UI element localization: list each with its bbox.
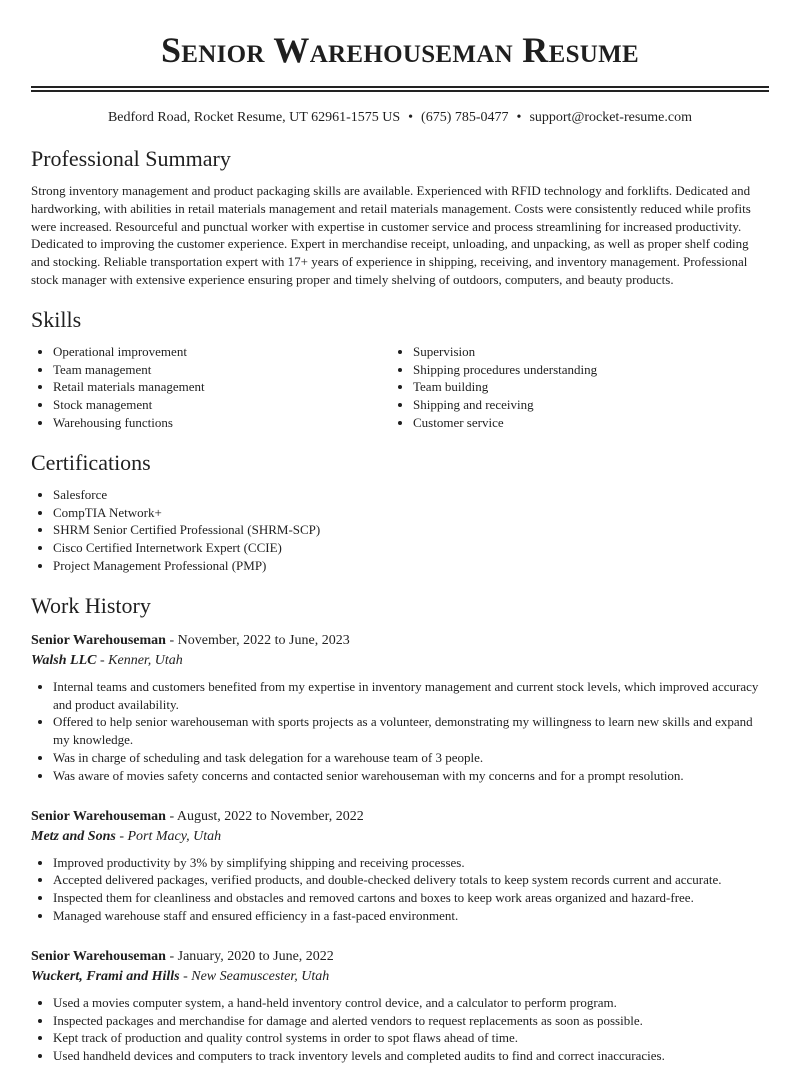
job-bullet: • Used handheld devices and computers to track inventory levels and completed audits to find and correct inaccuracies. [53, 1047, 769, 1065]
job-employer [31, 651, 769, 671]
job-entry [31, 807, 769, 925]
title-divider [31, 86, 769, 92]
job-employer [31, 967, 769, 987]
resume-title: Senior Warehouseman Resume [160, 30, 640, 70]
job-bullet: • Was in charge of scheduling and task delegation for a warehouse team of 3 people. [53, 749, 769, 767]
contact-separator: • [516, 110, 522, 125]
job-company: Metz and Sons [31, 828, 116, 844]
skill-item: • Stock management [53, 396, 409, 414]
contact-address: Bedford Road, Rocket Resume, UT 62961-1575 US [107, 110, 401, 125]
skills-section [31, 307, 769, 432]
job-company: Wuckert, Frami and Hills [31, 968, 180, 984]
summary-text: Strong inventory management and product packaging skills are available. Experienced with RFID technology and forklifts. Dedicated and hardworking, with abilities in retail materials management and retail materials management. Costs were consistently reduced while profits were increased. Resourceful and punctual worker with expertise in customer service and process streamlining for increased productivity. Dedicated to improving the customer experience. Expert in merchandise receipt, unloading, and unpacking, as well as proper shelf coding and stocking. Reliable transportation expert with 17+ years of experience in shipping, receiving, and inventory management. Professional stock manager with extensive experience ensuring proper and timely shelving of outdoors, computers, and beauty products. [31, 183, 751, 287]
certification-item: • Cisco Certified Internetwork Expert (CCIE) [53, 539, 769, 557]
summary-heading: Professional Summary [31, 146, 231, 171]
job-header [31, 631, 769, 651]
work-history-heading: Work History [31, 592, 151, 618]
contact-separator: • [408, 110, 414, 125]
job-dates: - November, 2022 to June, 2023 [165, 632, 350, 648]
job-bullets [31, 678, 769, 785]
job-location: - Port Macy, Utah [115, 828, 222, 844]
certifications-heading: Certifications [31, 449, 151, 475]
job-title: Senior Warehouseman [31, 948, 166, 964]
skill-item: • Retail materials management [53, 378, 409, 396]
job-bullets [31, 854, 769, 925]
contact-line [31, 108, 769, 128]
skills-columns [31, 343, 769, 432]
job-location: - Kenner, Utah [96, 652, 183, 668]
certification-item: • Project Management Professional (PMP) [53, 557, 769, 575]
certification-item: • SHRM Senior Certified Professional (SHRM-SCP) [53, 521, 769, 539]
job-bullet: • Inspected them for cleanliness and obstacles and removed cartons and boxes to keep work areas organized and hazard-free. [53, 889, 769, 907]
job-bullet: • Internal teams and customers benefited from my expertise in inventory management and current stock levels, which improved accuracy and product availability. [53, 678, 769, 714]
job-bullets [31, 994, 769, 1065]
certifications-section [31, 450, 769, 575]
job-entry [31, 947, 769, 1065]
job-entry [31, 631, 769, 785]
resume-page [31, 0, 769, 1065]
job-title: Senior Warehouseman [31, 808, 166, 824]
job-bullet: • Was aware of movies safety concerns and contacted senior warehouseman with my concerns and for a prompt resolution. [53, 767, 769, 785]
job-location: - New Seamuscester, Utah [179, 968, 330, 984]
job-company: Walsh LLC [31, 652, 97, 668]
job-bullet: • Improved productivity by 3% by simplifying shipping and receiving processes. [53, 854, 769, 872]
skill-item: • Operational improvement [53, 343, 409, 361]
certification-item: • CompTIA Network+ [53, 504, 769, 522]
contact-email[interactable]: support@rocket-resume.com [529, 110, 693, 125]
job-dates: - August, 2022 to November, 2022 [165, 808, 364, 824]
certifications-list [31, 486, 769, 575]
skills-list-right [391, 343, 769, 432]
job-dates: - January, 2020 to June, 2022 [165, 948, 334, 964]
job-bullet: • Accepted delivered packages, verified products, and double-checked delivery totals to keep system records current and accurate. [53, 871, 769, 889]
job-employer [31, 827, 769, 847]
skill-item: • Shipping and receiving [413, 396, 769, 414]
summary-section [31, 146, 769, 289]
job-bullet: • Inspected packages and merchandise for damage and alerted vendors to request replacements as soon as possible. [53, 1012, 769, 1030]
contact-phone: (675) 785-0477 [421, 110, 509, 125]
job-bullet: • Used a movies computer system, a hand-held inventory control device, and a calculator to perform program. [53, 994, 769, 1012]
skill-item: • Warehousing functions [53, 414, 409, 432]
job-bullet: • Managed warehouse staff and ensured efficiency in a fast-paced environment. [53, 907, 769, 925]
skill-item: • Customer service [413, 414, 769, 432]
skill-item: • Team building [413, 378, 769, 396]
skill-item: • Shipping procedures understanding [413, 361, 769, 379]
work-history-section [31, 593, 769, 1065]
skill-item: • Team management [53, 361, 409, 379]
job-header [31, 807, 769, 827]
job-title: Senior Warehouseman [31, 632, 166, 648]
job-bullet: • Offered to help senior warehouseman with sports projects as a volunteer, demonstrating my willingness to learn new skills and expand my knowledge. [53, 713, 769, 749]
job-header [31, 947, 769, 967]
certification-item: • Salesforce [53, 486, 769, 504]
job-bullet: • Kept track of production and quality control systems in order to spot flaws ahead of time. [53, 1029, 769, 1047]
skills-heading: Skills [31, 306, 82, 332]
skills-list-left [31, 343, 409, 432]
skill-item: • Supervision [413, 343, 769, 361]
